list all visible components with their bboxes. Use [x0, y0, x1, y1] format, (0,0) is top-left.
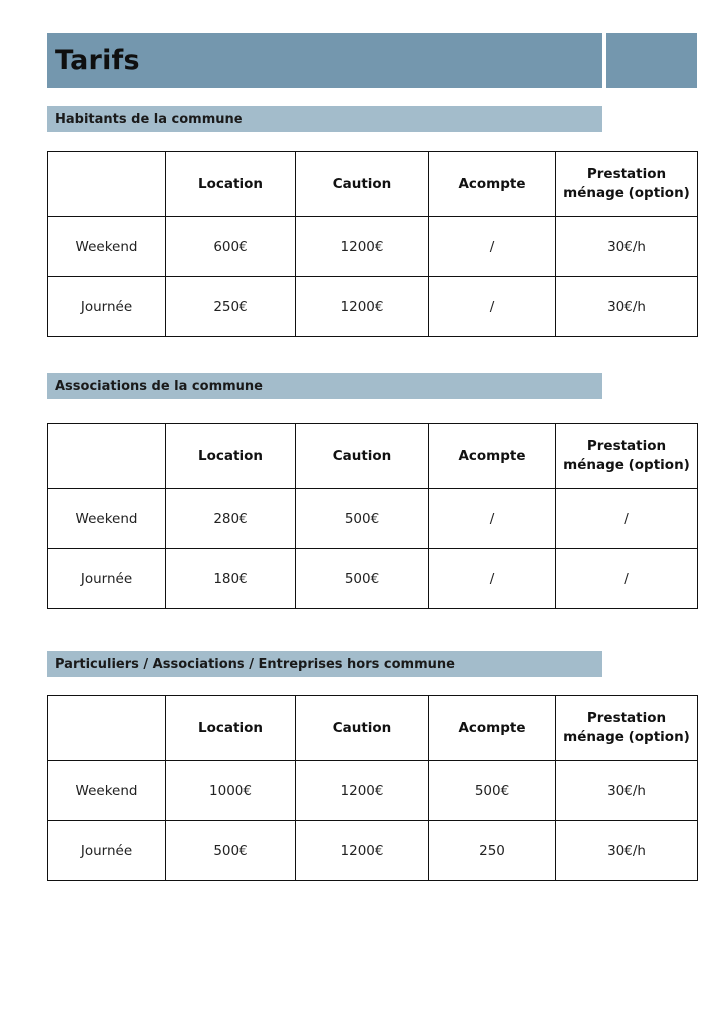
header-menage	[556, 152, 698, 217]
title-side-block	[606, 33, 697, 88]
header-caution: Caution	[296, 424, 429, 489]
row-label: Journée	[48, 277, 166, 337]
location-value: 1000€	[166, 761, 296, 821]
location-value: 600€	[166, 217, 296, 277]
acompte-value: 500€	[429, 761, 556, 821]
header-acompte: Acompte	[429, 152, 556, 217]
table-row	[48, 489, 698, 549]
header-location: Location	[166, 424, 296, 489]
location-value: 280€	[166, 489, 296, 549]
header-menage-line1: Prestation	[586, 438, 667, 454]
section-header-habitants	[47, 106, 602, 132]
header-location: Location	[166, 152, 296, 217]
row-label: Weekend	[48, 217, 166, 277]
page-title-bar	[47, 33, 602, 88]
header-menage-line1: Prestation	[586, 710, 667, 726]
tarif-table-associations	[47, 423, 698, 609]
location-value: 500€	[166, 821, 296, 881]
menage-value: /	[556, 549, 698, 609]
section-title: Associations de la commune	[55, 378, 263, 394]
table-row	[48, 277, 698, 337]
caution-value: 500€	[296, 489, 429, 549]
caution-value: 1200€	[296, 761, 429, 821]
acompte-value: /	[429, 217, 556, 277]
caution-value: 1200€	[296, 277, 429, 337]
header-caution: Caution	[296, 696, 429, 761]
row-label: Journée	[48, 821, 166, 881]
caution-value: 500€	[296, 549, 429, 609]
header-menage-line2: ménage (option)	[563, 457, 690, 473]
section-title: Particuliers / Associations / Entreprises hors commune	[55, 656, 455, 672]
table-header-row	[48, 424, 698, 489]
table-header-row	[48, 696, 698, 761]
header-empty-cell	[48, 424, 166, 489]
section-header-hors-commune	[47, 651, 602, 677]
acompte-value: 250	[429, 821, 556, 881]
header-caution: Caution	[296, 152, 429, 217]
caution-value: 1200€	[296, 821, 429, 881]
header-acompte: Acompte	[429, 696, 556, 761]
table-row	[48, 217, 698, 277]
tarif-table-habitants	[47, 151, 698, 337]
row-label: Journée	[48, 549, 166, 609]
row-label: Weekend	[48, 489, 166, 549]
header-menage-line1: Prestation	[586, 166, 667, 182]
caution-value: 1200€	[296, 217, 429, 277]
menage-value: 30€/h	[556, 761, 698, 821]
table-row	[48, 761, 698, 821]
header-menage-line2: ménage (option)	[563, 185, 690, 201]
table-header-row	[48, 152, 698, 217]
page-title: Tarifs	[55, 45, 140, 76]
header-location: Location	[166, 696, 296, 761]
row-label: Weekend	[48, 761, 166, 821]
header-menage-line2: ménage (option)	[563, 729, 690, 745]
menage-value: 30€/h	[556, 277, 698, 337]
header-menage	[556, 696, 698, 761]
menage-value: /	[556, 489, 698, 549]
table-row	[48, 821, 698, 881]
section-title: Habitants de la commune	[55, 111, 243, 127]
location-value: 180€	[166, 549, 296, 609]
header-menage	[556, 424, 698, 489]
acompte-value: /	[429, 277, 556, 337]
table-row	[48, 549, 698, 609]
header-empty-cell	[48, 696, 166, 761]
location-value: 250€	[166, 277, 296, 337]
menage-value: 30€/h	[556, 217, 698, 277]
header-empty-cell	[48, 152, 166, 217]
header-acompte: Acompte	[429, 424, 556, 489]
acompte-value: /	[429, 549, 556, 609]
menage-value: 30€/h	[556, 821, 698, 881]
section-header-associations	[47, 373, 602, 399]
acompte-value: /	[429, 489, 556, 549]
tarif-table-hors-commune	[47, 695, 698, 881]
